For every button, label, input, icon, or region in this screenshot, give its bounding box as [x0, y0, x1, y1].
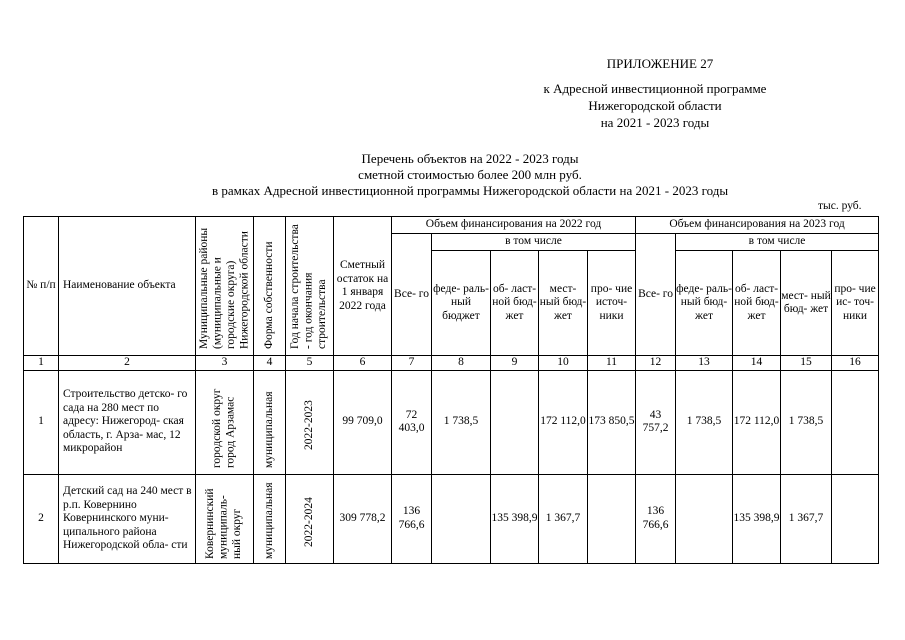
row-local-2022: 1 367,7 [539, 474, 588, 564]
header-fin-2023: Объем финансирования на 2023 год [636, 217, 879, 234]
header-incl-2022: в том числе [432, 234, 636, 251]
header-total-2022: Все- го [392, 234, 432, 356]
row-years-text: 2022-2023 [302, 399, 315, 450]
col-number: 16 [832, 356, 879, 371]
row-ownership [254, 474, 286, 564]
row-regional-2023: 135 398,9 [733, 474, 781, 564]
row-num: 1 [24, 370, 59, 474]
col-number: 11 [588, 356, 636, 371]
row-other-2022: 173 850,5 [588, 370, 636, 474]
row-years [286, 370, 334, 474]
caption-line-2: сметной стоимостью более 200 млн руб. [358, 167, 582, 182]
header-years-text: Год начала строительства - год окончания строительства [289, 223, 329, 349]
row-balance: 99 709,0 [334, 370, 392, 474]
row-district [196, 370, 254, 474]
units-label: тыс. руб. [818, 200, 862, 212]
col-number: 13 [676, 356, 733, 371]
col-number: 5 [286, 356, 334, 371]
header-other-2023: про- чие ис- точ- ники [832, 251, 879, 356]
row-federal-2022 [432, 474, 491, 564]
header-total-2023: Все- го [636, 234, 676, 356]
row-name: Детский сад на 240 мест в р.п. Ковернино Ковернинского муни- ципального района Нижегородской обла- сти [59, 474, 196, 564]
col-number: 14 [733, 356, 781, 371]
appendix-title: ПРИЛОЖЕНИЕ 27 [606, 56, 714, 71]
caption-line-3: в рамках Адресной инвестиционной программы Нижегородской области на 2021 - 2023 годы [211, 183, 729, 198]
header-fin-2022: Объем финансирования на 2022 год [392, 217, 636, 234]
header-ownership-text: Форма собственности [262, 241, 275, 349]
row-years [286, 474, 334, 564]
row-regional-2022 [491, 370, 539, 474]
row-ownership [254, 370, 286, 474]
header-local-2022: мест- ный бюд- жет [539, 251, 588, 356]
row-years-text: 2022-2024 [302, 496, 315, 547]
header-regional-2023: об- ласт- ной бюд- жет [733, 251, 781, 356]
column-number-row [24, 356, 879, 371]
header-district-text: Муниципальные районы (муниципальные и городские округа) Нижегородской области [197, 227, 250, 349]
col-number: 15 [781, 356, 832, 371]
row-total-2022: 72 403,0 [392, 370, 432, 474]
appendix-line-3: на 2021 - 2023 годы [600, 115, 710, 130]
row-other-2022 [588, 474, 636, 564]
col-number: 12 [636, 356, 676, 371]
header-balance: Сметный остаток на 1 января 2022 года [334, 217, 392, 356]
header-regional-2022: об- ласт- ной бюд- жет [491, 251, 539, 356]
row-ownership-text: муниципальная [262, 481, 275, 559]
row-other-2023 [832, 474, 879, 564]
row-federal-2022: 1 738,5 [432, 370, 491, 474]
appendix-line-1: к Адресной инвестиционной программе [543, 81, 767, 96]
row-local-2023: 1 367,7 [781, 474, 832, 564]
appendix-line-2: Нижегородской области [588, 98, 722, 113]
row-district-text: городской округ город Арзамас [211, 388, 237, 468]
col-number: 3 [196, 356, 254, 371]
row-regional-2023: 172 112,0 [733, 370, 781, 474]
row-num: 2 [24, 474, 59, 564]
header-incl-2023: в том числе [676, 234, 879, 251]
row-balance: 309 778,2 [334, 474, 392, 564]
header-ownership [254, 217, 286, 356]
col-number: 1 [24, 356, 59, 371]
col-number: 6 [334, 356, 392, 371]
col-number: 8 [432, 356, 491, 371]
row-district [196, 474, 254, 564]
header-federal-2023: феде- раль- ный бюд- жет [676, 251, 733, 356]
row-name: Строительство детско- го сада на 280 мест по адресу: Нижегород- ская область, г. Арза- мас, 12 микрорайон [59, 370, 196, 474]
table-row [24, 474, 879, 564]
row-ownership-text: муниципальная [262, 391, 275, 468]
col-number: 9 [491, 356, 539, 371]
row-local-2022: 172 112,0 [539, 370, 588, 474]
table-row [24, 370, 879, 474]
col-number: 4 [254, 356, 286, 371]
header-years [286, 217, 334, 356]
header-district [196, 217, 254, 356]
row-federal-2023: 1 738,5 [676, 370, 733, 474]
header-num: № п/п [24, 217, 59, 356]
row-district-text: Ковернинский муниципаль- ный округ [204, 487, 244, 559]
row-other-2023 [832, 370, 879, 474]
caption-line-1: Перечень объектов на 2022 - 2023 годы [361, 151, 579, 166]
row-total-2022: 136 766,6 [392, 474, 432, 564]
header-local-2023: мест- ный бюд- жет [781, 251, 832, 356]
col-number: 10 [539, 356, 588, 371]
row-total-2023: 136 766,6 [636, 474, 676, 564]
header-other-2022: про- чие источ- ники [588, 251, 636, 356]
col-number: 7 [392, 356, 432, 371]
row-regional-2022: 135 398,9 [491, 474, 539, 564]
row-local-2023: 1 738,5 [781, 370, 832, 474]
objects-table [23, 216, 879, 564]
col-number: 2 [59, 356, 196, 371]
header-federal-2022: феде- раль- ный бюджет [432, 251, 491, 356]
row-total-2023: 43 757,2 [636, 370, 676, 474]
row-federal-2023 [676, 474, 733, 564]
header-name: Наименование объекта [59, 217, 196, 356]
